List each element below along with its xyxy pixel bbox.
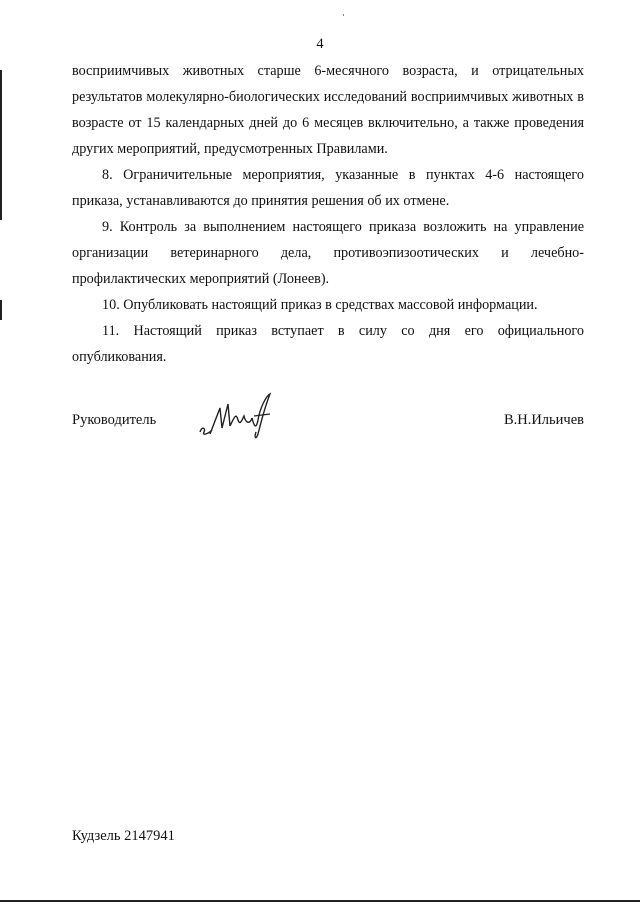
handwritten-signature [196, 390, 280, 440]
signature-block [72, 412, 584, 442]
scan-edge-mark-top [0, 70, 2, 220]
executor-note: Кудзель 2147941 [72, 828, 175, 844]
document-body [72, 58, 584, 370]
signatory-title: Руководитель [72, 412, 157, 428]
paragraph-8: 8. Ограничительные мероприятия, указанные в пунктах 4-6 настоящего приказа, устанавливаются до принятия решения об их отмене. [72, 167, 584, 209]
scan-bottom-edge [0, 900, 640, 902]
paragraph-11: 11. Настоящий приказ вступает в силу со дня его официального опубликования. [72, 323, 584, 365]
scan-speck [343, 14, 344, 16]
paragraph-10: 10. Опубликовать настоящий приказ в средствах массовой информации. [102, 297, 538, 313]
scan-edge-mark-middle [0, 300, 2, 320]
page-number: 4 [316, 36, 324, 52]
paragraph-9: 9. Контроль за выполнением настоящего приказа возложить на управление организации ветеринарного дела, противоэпизоотических и лечебно-профилактических мероприятий (Лонеев). [72, 219, 584, 287]
signatory-name: В.Н.Ильичев [503, 412, 584, 428]
paragraph-continuation: восприимчивых животных старше 6-месячного возраста, и отрицательных результатов молекулярно-биологических исследований восприимчивых животных в возрасте от 15 календарных дней до 6 месяцев включительно, а также проведения других мероприятий, предусмотренных Правилами. [72, 63, 584, 157]
